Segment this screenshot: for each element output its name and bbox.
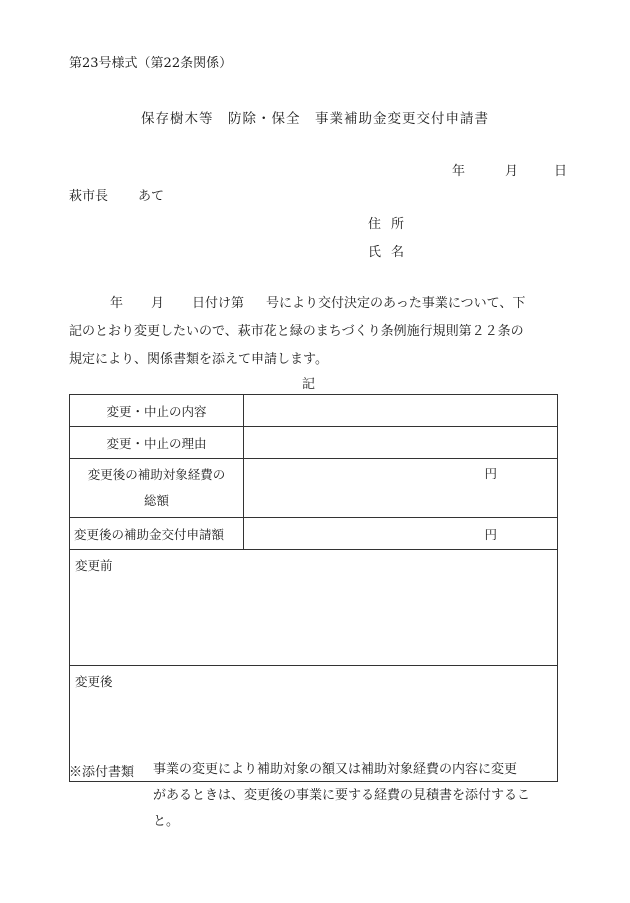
table-row [70, 427, 558, 459]
change-content-label: 変更・中止の内容 [70, 395, 244, 427]
body-line-1-rest: 号により交付決定のあった事業について、下 [266, 296, 526, 311]
total-cost-label-line-2: 総額 [143, 493, 169, 508]
date-line [452, 160, 567, 179]
subsidy-amount-unit: 円 [484, 526, 497, 542]
body-year: 年 [110, 296, 124, 311]
total-cost-label-line-1: 変更後の補助対象経費の [87, 467, 226, 482]
table-row [70, 518, 558, 550]
total-cost-unit: 円 [484, 466, 497, 481]
change-reason-label: 変更・中止の理由 [70, 427, 244, 459]
applicant-address-label: 住所 [368, 217, 415, 232]
table-row [70, 459, 558, 518]
attachment-note [146, 757, 558, 835]
attachment-label: ※添付書類 [69, 765, 135, 780]
attachment-line-3: と。 [153, 814, 180, 829]
subsidy-amount-field[interactable] [244, 518, 558, 550]
body-line-1 [69, 290, 559, 318]
change-reason-field[interactable] [244, 427, 558, 459]
before-change-label: 変更前 [75, 558, 113, 573]
ki-heading: 記 [302, 377, 316, 392]
body-line-2: 記のとおり変更したいので、萩市花と緑のまちづくり条例施行規則第２２条の [69, 324, 524, 339]
applicant-name-label: 氏名 [368, 245, 415, 260]
attachment-line-1: 事業の変更により補助対象の額又は補助対象経費の内容に変更 [153, 762, 518, 777]
addressee-name: 萩市長 [69, 189, 109, 204]
application-body [69, 290, 559, 374]
body-date: 日付け第 [192, 296, 245, 311]
after-change-label: 変更後 [75, 674, 113, 689]
table-row [70, 395, 558, 427]
date-year: 年 [452, 164, 466, 179]
total-cost-label [70, 459, 244, 518]
detail-table [69, 394, 558, 782]
body-line-3: 規定により、関係書類を添えて申請します。 [69, 352, 328, 367]
subsidy-amount-label: 変更後の補助金交付申請額 [70, 518, 244, 550]
body-month: 月 [151, 296, 165, 311]
addressee-suffix: あて [138, 189, 165, 204]
table-row [70, 550, 558, 666]
change-content-field[interactable] [244, 395, 558, 427]
form-number: 第23号様式（第22条関係） [69, 56, 233, 71]
date-month: 月 [505, 164, 519, 179]
document-title: 保存樹木等 防除・保全 事業補助金変更交付申請書 [141, 111, 489, 127]
total-cost-field[interactable] [244, 459, 558, 518]
addressee [69, 185, 164, 204]
date-day: 日 [554, 164, 568, 179]
before-change-field[interactable] [70, 550, 558, 666]
attachment-line-2: があるときは、変更後の事業に要する経費の見積書を添付するこ [153, 788, 531, 803]
